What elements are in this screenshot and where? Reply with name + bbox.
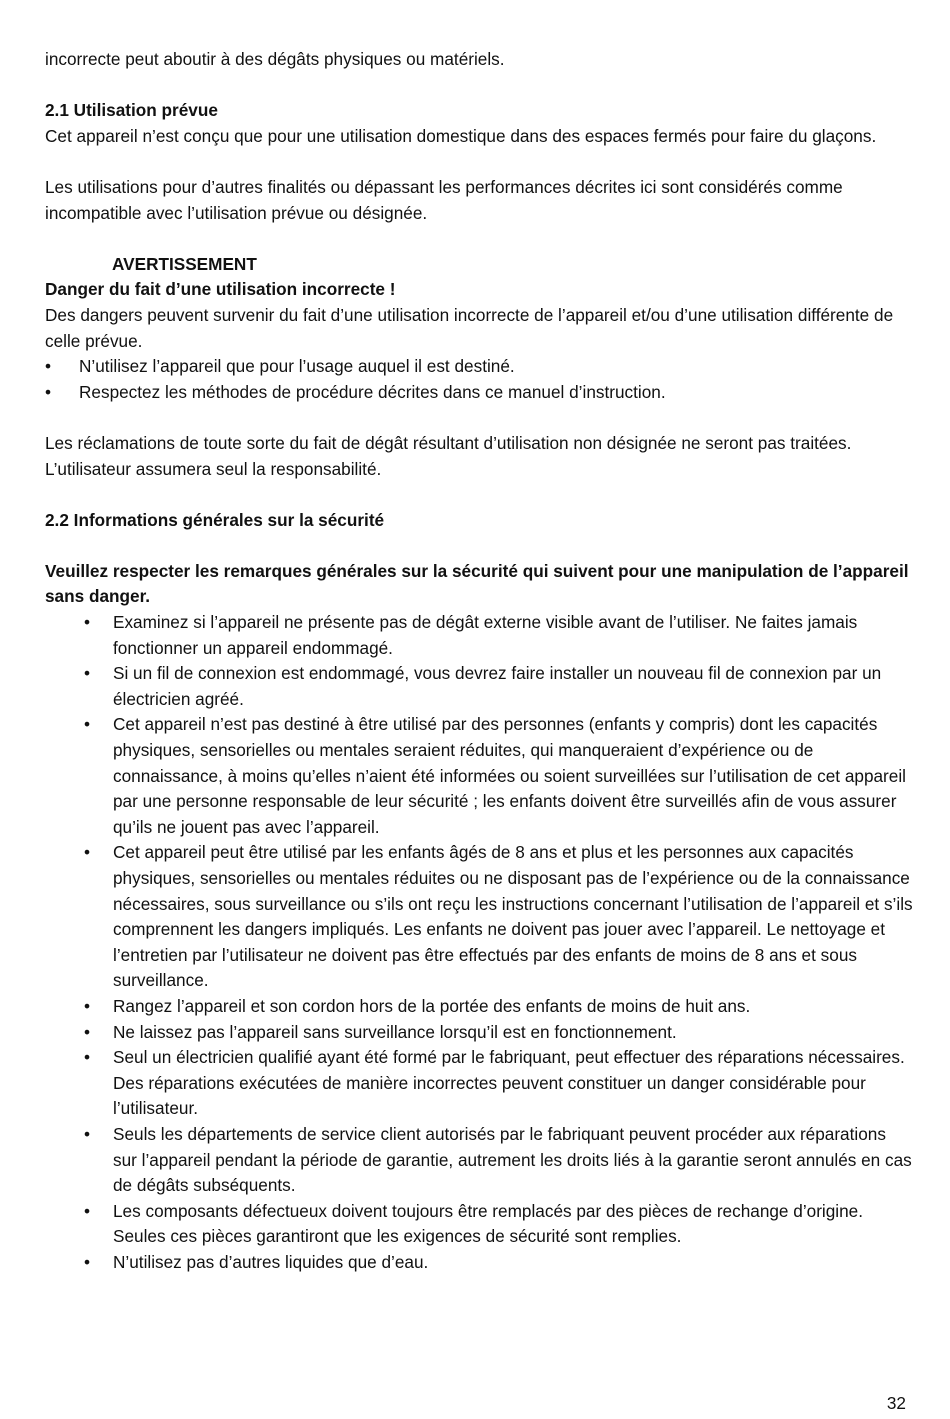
warning-label: AVERTISSEMENT — [112, 253, 257, 274]
list-item: • N’utilisez pas d’autres liquides que d’eau. — [45, 1250, 913, 1276]
section-2-2-heading: 2.2 Informations générales sur la sécurité — [45, 509, 385, 530]
warning-title: Danger du fait d’une utilisation incorrecte ! — [45, 279, 396, 300]
section-2-2-lead: Veuillez respecter les remarques générales sur la sécurité qui suivent pour une manipulation de l’appareil sans danger. — [45, 560, 909, 607]
spacer — [45, 73, 913, 99]
list-item: • Seuls les départements de service client autorisés par le fabriquant peuvent procéder aux réparations sur l’appareil pendant la période de garantie, autrement les droits liés à la garantie seront annulés en cas de dégâts subséquents. — [45, 1122, 913, 1199]
list-item: • Si un fil de connexion est endommagé, vous devrez faire installer un nouveau fil de connexion par un électricien agréé. — [45, 661, 913, 712]
list-item: • Les composants défectueux doivent toujours être remplacés par des pièces de rechange d’origine. Seules ces pièces garantiront que les exigences de sécurité sont remplies. — [45, 1199, 913, 1250]
intro-line: incorrecte peut aboutir à des dégâts physiques ou matériels. — [45, 49, 505, 69]
spacer — [45, 533, 913, 559]
document-page — [45, 47, 913, 1276]
page-number: 32 — [886, 1393, 906, 1413]
spacer — [45, 149, 913, 175]
warning-text: Des dangers peuvent survenir du fait d’une utilisation incorrecte de l’appareil et/ou d’une utilisation différente de celle prévue. — [45, 304, 894, 351]
list-item: • Rangez l’appareil et son cordon hors de la portée des enfants de moins de huit ans. — [45, 994, 913, 1020]
spacer — [45, 482, 913, 508]
list-item: • Cet appareil peut être utilisé par les enfants âgés de 8 ans et plus et les personnes aux capacités physiques, sensorielles ou mentales réduites ou ne disposant pas de l’expérience ou de la connaissance nécessaires, sous surveillance ou s’ils ont reçu les instructions concernant l’utilisation de l’appareil et s’ils comprennent les dangers impliqués. Les enfants ne doivent pas jouer avec l’appareil. Le nettoyage et l’entretien par l’utilisateur ne doivent pas être effectués par des enfants de moins de 8 ans et sous surveillance. — [45, 840, 913, 994]
list-item: • Seul un électricien qualifié ayant été formé par le fabriquant, peut effectuer des réparations nécessaires. Des réparations exécutées de manière incorrectes peuvent constituer un danger considérable pour l’utilisateur. — [45, 1045, 913, 1122]
spacer — [45, 405, 913, 431]
list-item: • Examinez si l’appareil ne présente pas de dégât externe visible avant de l’utiliser. Ne faites jamais fonctionner un appareil endommagé. — [45, 610, 913, 661]
section-2-1-paragraph-2: Les utilisations pour d’autres finalités ou dépassant les performances décrites ici sont considérés comme incompatible avec l’utilisation prévue ou désignée. — [45, 176, 843, 223]
safety-bullet-list — [45, 610, 913, 1275]
section-2-1-heading: 2.1 Utilisation prévue — [45, 100, 218, 121]
claims-paragraph: Les réclamations de toute sorte du fait de dégât résultant d’utilisation non désignée ne seront pas traitées. L’utilisateur assumera seul la responsabilité. — [45, 432, 852, 479]
list-item: • Cet appareil n’est pas destiné à être utilisé par des personnes (enfants y compris) dont les capacités physiques, sensorielles ou mentales seraient réduites, qui manqueraient d’expérience ou de connaissance, à moins qu’elles n’aient été informées ou soient surveillées sur l’utilisation de cet appareil par une personne responsable de leur sécurité ; les enfants doivent être surveillés afin de vous assurer qu’ils ne jouent pas avec l’appareil. — [45, 712, 913, 840]
section-2-1-paragraph-1: Cet appareil n’est conçu que pour une utilisation domestique dans des espaces fermés pour faire du glaçons. — [45, 125, 877, 146]
list-item: • Ne laissez pas l’appareil sans surveillance lorsqu’il est en fonctionnement. — [45, 1020, 913, 1046]
warning-bullet-list — [45, 354, 913, 405]
list-item: • Respectez les méthodes de procédure décrites dans ce manuel d’instruction. — [45, 380, 913, 406]
list-item: • N’utilisez l’appareil que pour l’usage auquel il est destiné. — [45, 354, 913, 380]
spacer — [45, 226, 913, 252]
